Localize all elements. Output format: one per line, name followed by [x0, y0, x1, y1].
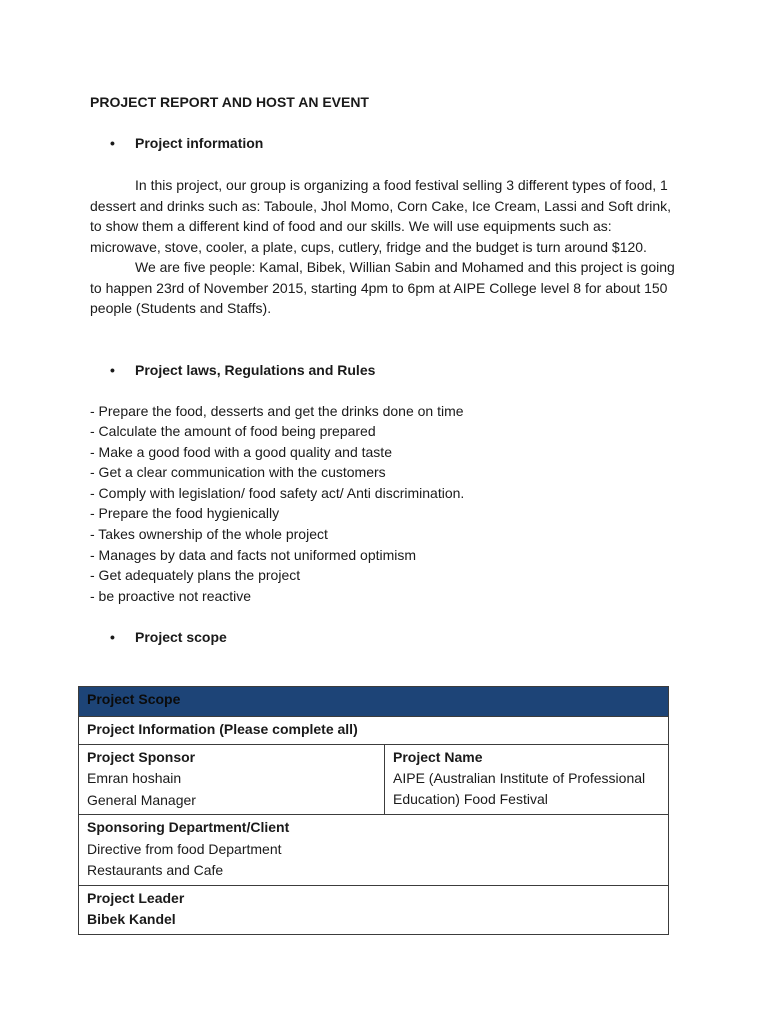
- project-sponsor-role: General Manager: [87, 791, 196, 808]
- project-leader-label: Project Leader: [87, 889, 185, 906]
- project-information-cell: Project Information (Please complete all): [79, 717, 669, 745]
- project-name-value: AIPE (Australian Institute of Professional Education) Food Festival: [393, 770, 646, 807]
- sponsoring-department-cell: [79, 815, 669, 886]
- heading-text: Project information: [135, 135, 264, 151]
- bullet-icon: •: [110, 629, 115, 646]
- list-item: - Get adequately plans the project: [90, 567, 301, 584]
- table-row: [79, 885, 669, 934]
- heading-project-laws: [90, 360, 680, 380]
- project-sponsor-label: Project Sponsor: [87, 748, 196, 765]
- sponsoring-department-line-2: Restaurants and Cafe: [87, 862, 224, 878]
- document-page: [90, 92, 680, 647]
- project-info-paragraph-1: In this project, our group is organizing a food festival selling 3 different types of food, 1 dessert and drinks such as: Taboule, Jhol Momo, Corn Cake, Ice Cream, Lassi and Soft drink, to show them a different kind of food and our skills. We will use equipments such as: microwave, stove, cooler, a plate, cups, cutlery, fridge and the budget is turn around $120.: [90, 177, 672, 255]
- list-item: - Calculate the amount of food being prepared: [90, 423, 376, 440]
- project-name-label: Project Name: [393, 748, 483, 765]
- list-item: - Prepare the food hygienically: [90, 505, 280, 522]
- list-item: - Takes ownership of the whole project: [90, 526, 328, 543]
- list-item: - be proactive not reactive: [90, 587, 252, 604]
- table-row: [79, 717, 669, 745]
- heading-project-information: [90, 133, 680, 153]
- document-title: PROJECT REPORT AND HOST AN EVENT: [90, 94, 369, 110]
- heading-project-scope: [90, 627, 680, 647]
- project-info-paragraph-2: We are five people: Kamal, Bibek, Willian Sabin and Mohamed and this project is going to happen 23rd of November 2015, starting 4pm to 6pm at AIPE College level 8 for about 150 people (Students and Staffs).: [90, 259, 675, 316]
- scope-header-cell: Project Scope: [79, 687, 669, 717]
- sponsoring-department-line-1: Directive from food Department: [87, 840, 282, 857]
- project-name-cell: [385, 744, 669, 815]
- table-row: [79, 687, 669, 717]
- heading-text: Project scope: [135, 629, 227, 646]
- heading-text: Project laws, Regulations and Rules: [135, 361, 376, 378]
- project-sponsor-cell: [79, 744, 385, 815]
- project-sponsor-name: Emran hoshain: [87, 770, 182, 786]
- list-item: - Comply with legislation/ food safety act/ Anti discrimination.: [90, 484, 465, 501]
- bullet-icon: •: [110, 135, 115, 151]
- list-item: - Prepare the food, desserts and get the drinks done on time: [90, 402, 464, 419]
- list-item: - Make a good food with a good quality and taste: [90, 443, 392, 460]
- bullet-icon: •: [110, 361, 115, 378]
- list-item: - Get a clear communication with the customers: [90, 464, 386, 481]
- project-scope-table: [78, 686, 669, 935]
- project-leader-cell: [79, 885, 669, 934]
- sponsoring-department-label: Sponsoring Department/Client: [87, 819, 290, 835]
- rules-list: [90, 401, 680, 607]
- table-row: [79, 744, 669, 815]
- list-item: - Manages by data and facts not uniformed optimism: [90, 546, 417, 563]
- table-row: [79, 815, 669, 886]
- project-leader-name: Bibek Kandel: [87, 911, 176, 927]
